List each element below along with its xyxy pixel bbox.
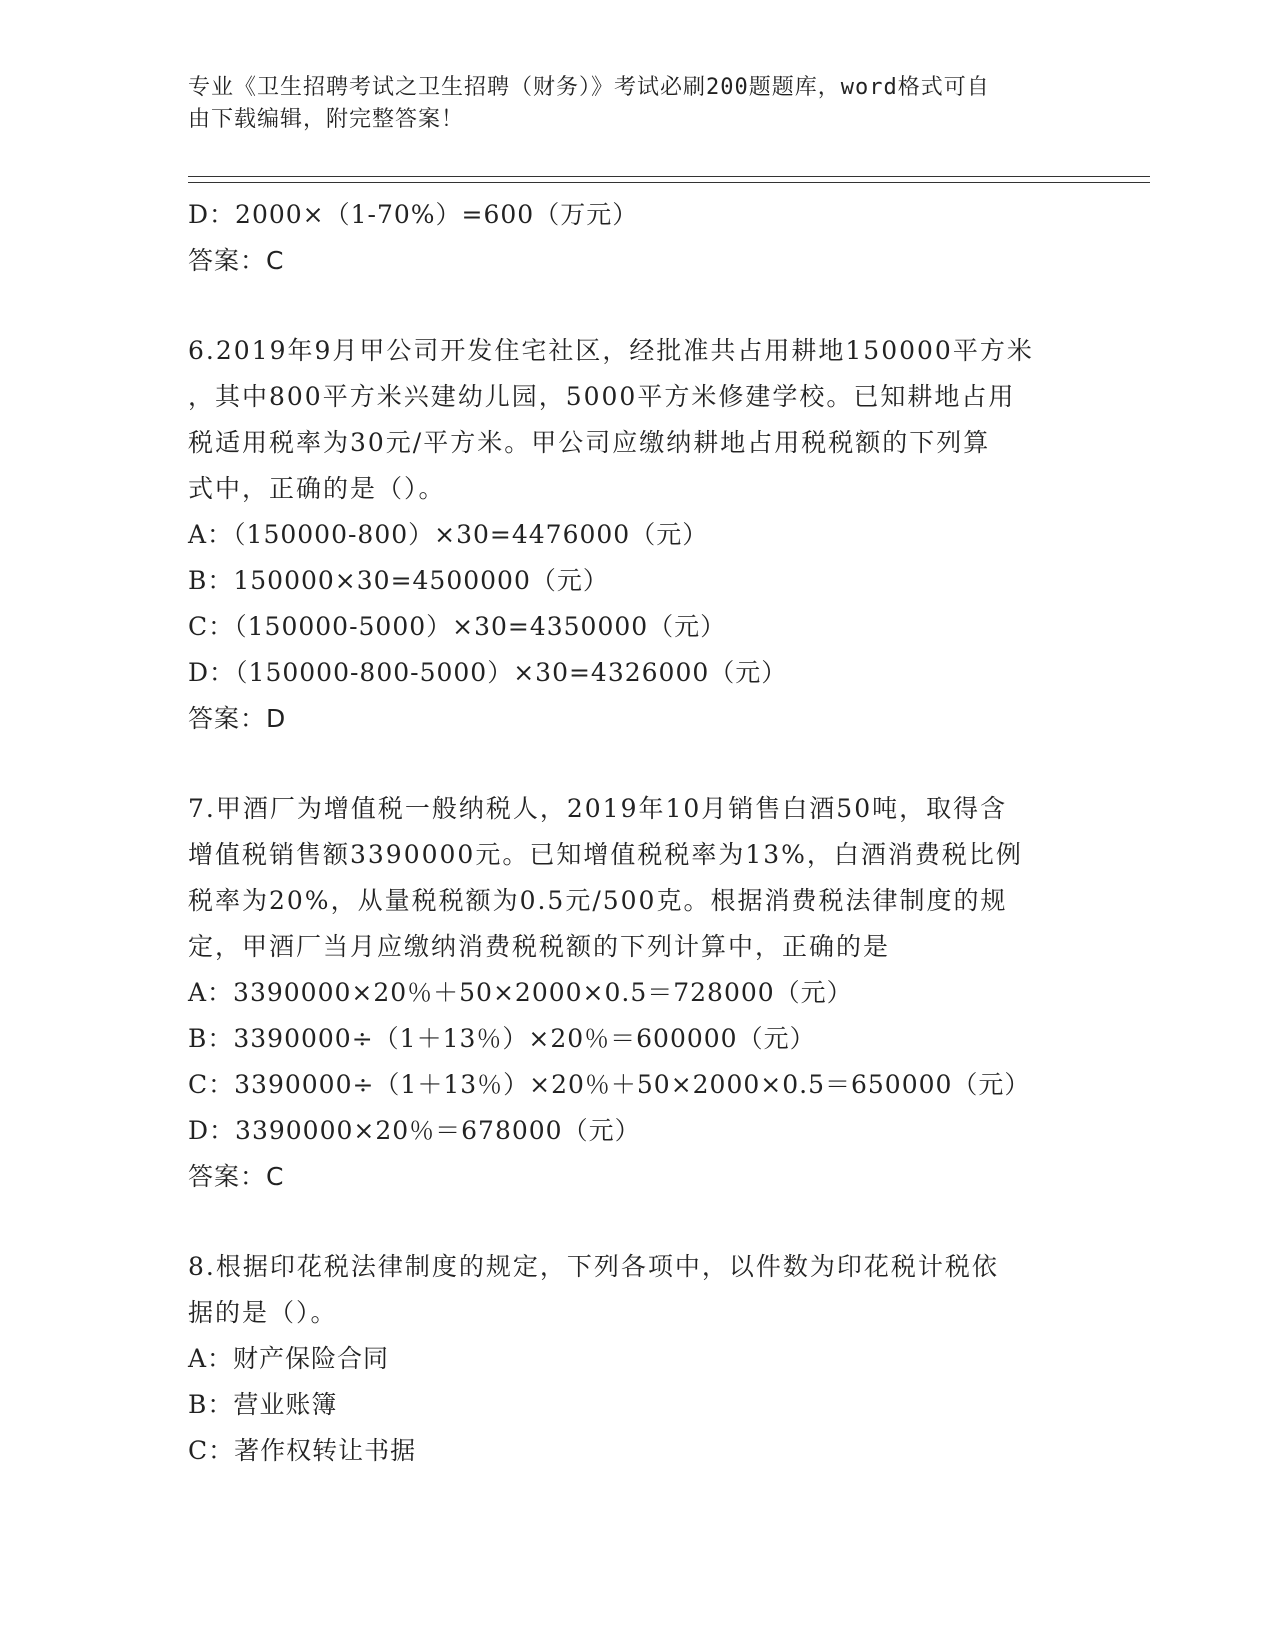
- question-6: [188, 328, 1088, 742]
- option-b: B：150000×30=4500000（元）: [188, 566, 609, 595]
- option-c: C：（150000-5000）×30=4350000（元）: [188, 612, 727, 641]
- answer-line: 答案：D: [188, 704, 287, 733]
- header-divider-bottom: [188, 182, 1150, 183]
- option-b: B：营业账簿: [188, 1390, 338, 1419]
- option-d: D：（150000-800-5000）×30=4326000（元）: [188, 658, 788, 687]
- header-line-2: 由下载编辑，附完整答案！: [188, 107, 465, 132]
- question-text-line: 7.甲酒厂为增值税一般纳税人，2019年10月销售白酒50吨，取得含: [188, 794, 1008, 823]
- question-7: [188, 786, 1088, 1200]
- option-a: A：3390000×20％＋50×2000×0.5＝728000（元）: [188, 978, 853, 1007]
- question-text: [188, 1244, 1088, 1336]
- header-divider-top: [188, 176, 1150, 177]
- question-text-line: 税率为20%，从量税税额为0.5元/500克。根据消费税法律制度的规: [188, 886, 1008, 915]
- document-body: [188, 192, 1088, 1474]
- option-c: C：著作权转让书据: [188, 1436, 417, 1465]
- option-a: A：财产保险合同: [188, 1344, 390, 1373]
- previous-question-tail: [188, 192, 1088, 284]
- question-text: [188, 328, 1088, 512]
- answer-line: 答案：C: [188, 246, 285, 275]
- question-text: [188, 786, 1088, 970]
- question-text-line: 据的是（）。: [188, 1298, 338, 1327]
- question-8: [188, 1244, 1088, 1474]
- option-b: B：3390000÷（1＋13％）×20％＝600000（元）: [188, 1024, 816, 1053]
- option-c: C：3390000÷（1＋13％）×20％＋50×2000×0.5＝650000（元）: [188, 1070, 1031, 1099]
- question-text-line: 税适用税率为30元/平方米。甲公司应缴纳耕地占用税税额的下列算: [188, 428, 991, 457]
- question-text-line: 增值税销售额3390000元。已知增值税税率为13%，白酒消费税比例: [188, 840, 1023, 869]
- question-text-line: ，其中800平方米兴建幼儿园，5000平方米修建学校。已知耕地占用: [188, 382, 1016, 411]
- answer-line: 答案：C: [188, 1162, 285, 1191]
- question-text-line: 6.2019年9月甲公司开发住宅社区，经批准共占用耕地150000平方米: [188, 336, 1034, 365]
- option-d: D：3390000×20％＝678000（元）: [188, 1116, 641, 1145]
- question-text-line: 8.根据印花税法律制度的规定，下列各项中，以件数为印花税计税依: [188, 1252, 999, 1281]
- question-text-line: 式中，正确的是（）。: [188, 474, 446, 503]
- option-a: A：（150000-800）×30=4476000（元）: [188, 520, 709, 549]
- question-text-line: 定，甲酒厂当月应缴纳消费税税额的下列计算中，正确的是: [188, 932, 891, 961]
- option-d: D：2000×（1-70%）=600（万元）: [188, 200, 639, 229]
- header-line-1: 专业《卫生招聘考试之卫生招聘（财务）》考试必刷200题题库，word格式可自: [188, 75, 990, 100]
- document-header: [188, 72, 1068, 136]
